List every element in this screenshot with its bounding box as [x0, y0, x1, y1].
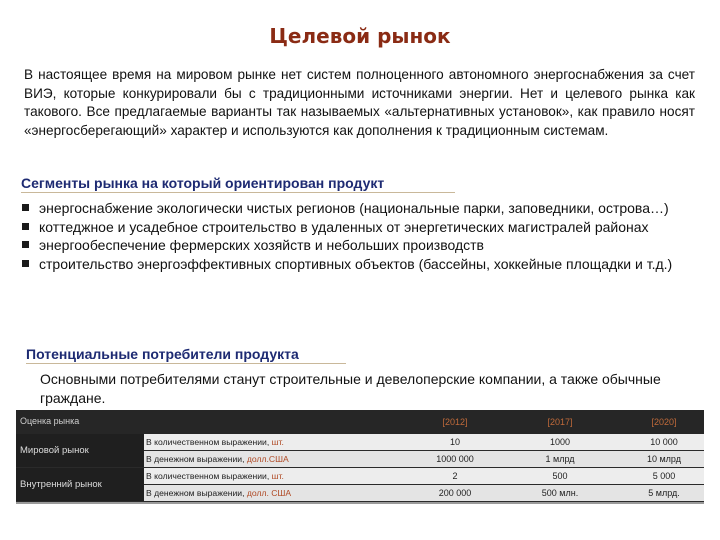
- cell-value: 500 млн.: [541, 488, 579, 498]
- year-header: [2017]: [547, 417, 573, 427]
- list-item: [20, 236, 700, 255]
- cell-value: 10: [449, 437, 460, 447]
- consumers-text: Основными потребителями станут строительные и девелоперские компании, а также обычные граждане.: [40, 371, 661, 406]
- cell-value: 500: [552, 471, 568, 481]
- cell-value: 1000: [549, 437, 571, 447]
- year-header: [2012]: [442, 417, 468, 427]
- table-row: [16, 434, 144, 467]
- cell-value: 10 000: [650, 437, 678, 447]
- square-bullet-icon: [22, 260, 29, 267]
- intro-paragraph: В настоящее время на мировом рынке нет систем полноценного автономного энергоснабжения за счет ВИЭ, которые конкурировали бы с традиционными источниками энергии. Нет и целевого рынка как такового. Все предлагаемые варианты так называемых «альтернативных установок», как правило носят «энергосберегающий» характер и используются как дополнения к традиционным системам.: [24, 67, 695, 138]
- cell-value: 5 млрд.: [648, 488, 680, 498]
- consumers-heading: Потенциальные потребители продукта: [26, 346, 346, 364]
- list-item: [20, 218, 700, 237]
- table-row: [16, 468, 144, 501]
- cell-value: 200 000: [438, 488, 472, 498]
- list-item: [20, 255, 700, 274]
- segment-text: коттеджное и усадебное строительство в удаленных от энергетических магистралей районах: [39, 218, 649, 235]
- table-row-line: [144, 434, 704, 450]
- table-header: [16, 410, 704, 434]
- square-bullet-icon: [22, 223, 29, 230]
- page-title: Целевой рынок: [269, 24, 451, 48]
- segments-list: [20, 199, 700, 273]
- row-desc: В денежном выражении, долл. США: [146, 488, 292, 498]
- cell-value: 10 млрд: [646, 454, 681, 464]
- cell-value: 1 млрд: [545, 454, 575, 464]
- row-desc: В количественном выражении, шт.: [146, 471, 284, 481]
- cell-value: 2: [452, 471, 458, 481]
- table-row-line: [144, 485, 704, 501]
- square-bullet-icon: [22, 204, 29, 211]
- table-row-line: [144, 451, 704, 467]
- year-header: [2020]: [651, 417, 677, 427]
- table-row-line: [144, 468, 704, 484]
- segment-text: энергообеспечение фермерских хозяйств и небольших производств: [39, 237, 484, 254]
- segment-text: энергоснабжение экологически чистых регионов (национальные парки, заповедники, острова…): [39, 200, 669, 216]
- row-label: Внутренний рынок: [20, 479, 102, 490]
- cell-value: 5 000: [652, 471, 676, 481]
- cell-value: 1000 000: [436, 454, 474, 464]
- segment-text: строительство энергоэффективных спортивных объектов (бассейны, хоккейные площадки и т.д.): [39, 255, 673, 272]
- list-item: [20, 199, 700, 218]
- segments-heading: Сегменты рынка на который ориентирован продукт: [21, 175, 455, 193]
- table-header-label: Оценка рынка: [20, 416, 80, 426]
- row-desc: В денежном выражении, долл.США: [146, 454, 289, 464]
- square-bullet-icon: [22, 241, 29, 248]
- market-table: [16, 410, 704, 504]
- row-desc: В количественном выражении, шт.: [146, 437, 284, 447]
- row-label: Мировой рынок: [20, 445, 89, 456]
